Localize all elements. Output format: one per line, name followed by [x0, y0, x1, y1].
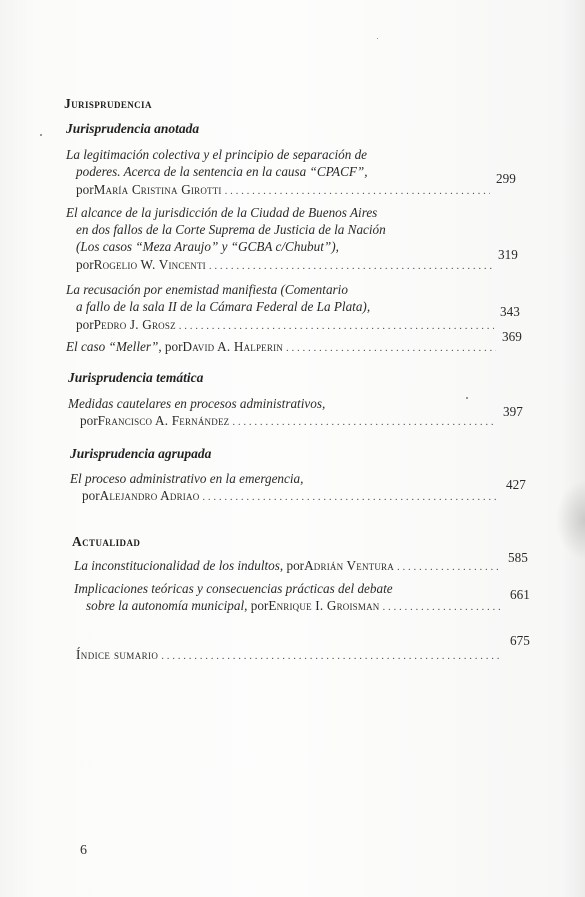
- page-number: 6: [80, 843, 87, 858]
- entry-page-number: 369: [502, 329, 522, 344]
- dot-leader: [225, 183, 490, 200]
- entry-byline: [82, 487, 498, 506]
- dot-leader: [286, 340, 496, 357]
- entry-title-line: poderes. Acerca de la sentencia en la causa “CPACF”,: [76, 164, 368, 179]
- entry-title-line: El alcance de la jurisdicción de la Ciudad de Buenos Aires: [66, 205, 378, 220]
- entry-by: por: [82, 488, 100, 503]
- dot-leader: [232, 414, 496, 431]
- entry-byline: [86, 597, 500, 616]
- entry-title-inline: El caso “Meller”: [66, 339, 159, 354]
- entry-byline: [76, 181, 490, 200]
- entry-author: Pedro J. Grosz: [93, 317, 176, 332]
- entry-byline: [76, 646, 502, 665]
- entry-author: David A. Halperin: [182, 339, 283, 354]
- entry-author: Adrián Ventura: [304, 558, 394, 573]
- entry-page-number: 299: [496, 171, 516, 186]
- scan-speck: [40, 134, 42, 136]
- entry-by: , por: [158, 339, 183, 354]
- section-heading-actualidad: Actualidad: [72, 534, 141, 549]
- entry-page-number: 397: [503, 404, 523, 419]
- entry-title-line: Medidas cautelares en procesos administrativos,: [68, 396, 326, 411]
- dot-leader: [161, 648, 502, 665]
- subsection-heading-agrupada: Jurisprudencia agrupada: [70, 446, 212, 461]
- entry-byline: [66, 338, 496, 357]
- entry-page-number: 427: [506, 477, 526, 492]
- entry-by: , por: [279, 558, 305, 573]
- entry-byline: [76, 256, 492, 275]
- entry-title-line: El proceso administrativo en la emergencia,: [70, 471, 304, 486]
- entry-title-line: en dos fallos de la Corte Suprema de Justicia de la Nación: [76, 222, 386, 237]
- index-label: Índice sumario: [76, 647, 159, 662]
- scan-speck: [466, 397, 468, 399]
- entry-page-number: 319: [498, 247, 518, 262]
- entry-page-number: 343: [500, 304, 520, 319]
- entry-title-inline: La inconstitucionalidad de los indultos: [74, 558, 280, 573]
- entry-title-line: La recusación por enemistad manifiesta (Comentario: [66, 282, 348, 297]
- dot-leader: [382, 599, 500, 616]
- entry-author: María Cristina Girotti: [93, 182, 222, 197]
- entry-byline: [74, 557, 498, 576]
- entry-byline: [76, 316, 494, 335]
- entry-by: por: [80, 413, 98, 428]
- subsection-heading-tematica: Jurisprudencia temática: [68, 370, 204, 385]
- dot-leader: [397, 559, 498, 576]
- entry-title-line: a fallo de la sala II de la Cámara Federal de La Plata),: [76, 299, 371, 314]
- dot-leader: [209, 258, 492, 275]
- section-heading-jurisprudencia: Jurisprudencia: [64, 96, 152, 111]
- entry-by: por: [76, 182, 94, 197]
- entry-title-line: (Los casos “Meza Araujo” y “GCBA c/Chubut”),: [76, 239, 339, 254]
- entry-author: Rogelio W. Vincenti: [93, 257, 206, 272]
- scan-shadow: [555, 480, 585, 560]
- entry-title-line: Implicaciones teóricas y consecuencias prácticas del debate: [74, 581, 393, 596]
- entry-by: , por: [244, 598, 269, 613]
- entry-byline: [80, 412, 496, 431]
- dot-leader: [179, 318, 494, 335]
- subsection-heading-anotada: Jurisprudencia anotada: [66, 121, 200, 136]
- entry-page-number: 675: [510, 633, 530, 648]
- entry-by: por: [76, 317, 94, 332]
- entry-by: por: [76, 257, 94, 272]
- entry-title-inline: sobre la autonomía municipal: [86, 598, 245, 613]
- dot-leader: [202, 489, 498, 506]
- entry-author: Francisco A. Fernández: [97, 413, 230, 428]
- entry-page-number: 585: [508, 550, 528, 565]
- entry-author: Enrique I. Groisman: [268, 598, 380, 613]
- entry-title-line: La legitimación colectiva y el principio de separación de: [66, 147, 368, 162]
- entry-author: Alejandro Adriao: [99, 488, 200, 503]
- scan-speck: [377, 38, 378, 39]
- entry-page-number: 661: [510, 587, 530, 602]
